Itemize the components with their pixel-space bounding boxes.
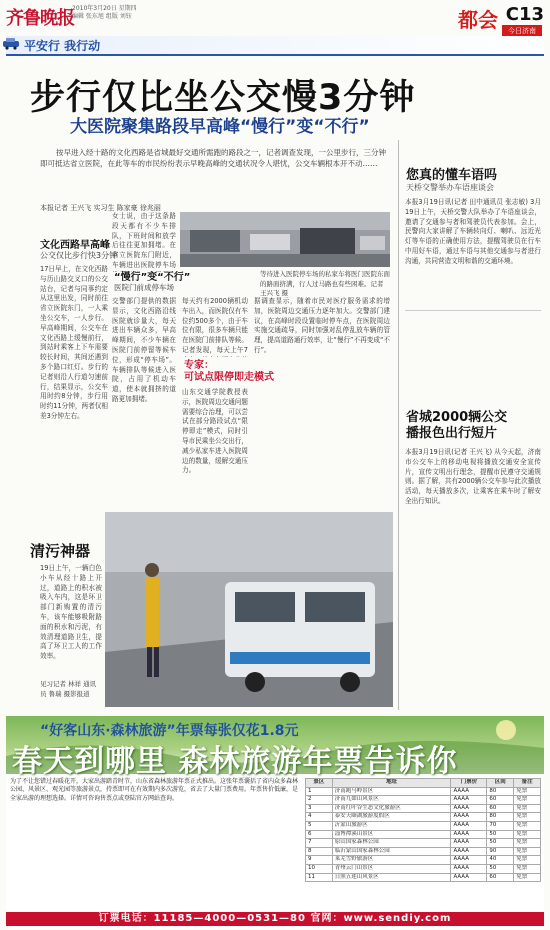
ad-table-cell: 1 xyxy=(306,787,333,796)
ad-table-row xyxy=(306,864,541,873)
newspaper-logo: 齐鲁晚报 xyxy=(6,8,74,29)
editor-line: 编辑 张东旭 组版 刘钰 xyxy=(72,13,132,20)
date-line: 2010年3月20日 星期四 xyxy=(72,5,137,12)
ad-table-cell: 免票 xyxy=(514,787,541,796)
cleaning-truck-photo xyxy=(105,512,393,707)
ad-table-cell: 济南跑马岭景区 xyxy=(332,787,451,796)
ad-table-cell: 50 xyxy=(487,830,514,839)
ad-table-cell: AAAA xyxy=(451,821,487,830)
ad-table xyxy=(305,778,541,882)
ad-table-cell: 沂蒙山旅游区 xyxy=(332,821,451,830)
ad-table-row xyxy=(306,821,541,830)
column-divider xyxy=(398,140,399,710)
ad-table-cell: 60 xyxy=(487,804,514,813)
ad-table-cell: 60 xyxy=(487,873,514,882)
section-name: 都会 xyxy=(458,8,498,32)
ad-table-cell: 5 xyxy=(306,821,333,830)
ad-table-header-cell: 景区 xyxy=(306,779,333,788)
ad-table-cell: 免票 xyxy=(514,864,541,873)
ad-table-cell: 免票 xyxy=(514,873,541,882)
ad-slogan: 春天到哪里 森林旅游年票告诉你 xyxy=(12,744,458,779)
ad-table-cell: 50 xyxy=(487,839,514,848)
ad-table-cell: AAAA xyxy=(451,830,487,839)
headline: 步行仅比坐公交慢3分钟 xyxy=(30,78,416,118)
ad-table-cell: 免票 xyxy=(514,804,541,813)
ad-table-cell: 40 xyxy=(487,856,514,865)
ad-table-cell: AAAA xyxy=(451,847,487,856)
sidebar-divider xyxy=(405,310,541,311)
ad-table-cell: 90 xyxy=(487,847,514,856)
subheadline: 大医院聚集路段早高峰“慢行”变“不行” xyxy=(70,117,370,137)
ad-table-body xyxy=(306,787,541,882)
photo-caption: 等待进入医院停车场的私家车将医门医院东面的路面挤满，行人过马路也有些困难。记者 王兴飞 摄 xyxy=(260,270,390,297)
ad-table-cell: 免票 xyxy=(514,796,541,805)
ad-table-header-cell: 地址 xyxy=(332,779,451,788)
ad-table-row xyxy=(306,787,541,796)
ad-table-cell: 3 xyxy=(306,804,333,813)
ad-table-cell: AAAA xyxy=(451,873,487,882)
column3-text: 每天约有2000辆机动车出入，而医院仅有车位约500多个，由于车位有限，很多车辆只能在医院门前排队等候。记者发现，每天上午7 xyxy=(182,297,248,354)
ad-table-cell: AAAA xyxy=(451,787,487,796)
ad-table-row xyxy=(306,813,541,822)
ad-table-cell: 70 xyxy=(487,821,514,830)
ad-table-row xyxy=(306,830,541,839)
ad-table-cell: AAAA xyxy=(451,804,487,813)
ad-table-cell: 免票 xyxy=(514,847,541,856)
ad-table-header-cell: 备注 xyxy=(514,779,541,788)
ad-table-cell: 日照五莲山风景区 xyxy=(332,873,451,882)
section2-title: “慢行”变“不行” xyxy=(114,272,191,283)
column4-text: 据调查显示，随着市民对医疗服务需求的增加，医院周边交通压力逐年加大。交警部门建议，在高峰时段设置临时停车点，在医院周边实施交通疏导，同时加强对乱停乱放车辆的管理，提高道路通行效率，让“慢行”不再变成“不行”。 xyxy=(254,297,390,354)
ad-table-cell: 4 xyxy=(306,813,333,822)
ad-table-cell: 免票 xyxy=(514,839,541,848)
masthead-date xyxy=(72,5,162,21)
column2b-text: 交警部门提供的数据显示，文化西路沿线医院就诊量大，每天进出车辆众多，早高峰期间，不少车辆在医院门前停留等候车位，形成“停车场”。车辆排队等候进入医院，占用了机动车道，使本就拥挤的道路更加拥堵。 xyxy=(112,297,176,403)
ad-table-cell: 80 xyxy=(487,787,514,796)
ad-table-header-cell: 区间 xyxy=(487,779,514,788)
column2-text: 女士说，由于这条路段天都有不少车排队，下班时间和放学后往往更加拥堵。在省立医院东门附近，车辆进出医院停车场 xyxy=(112,212,176,269)
ad-table-cell: 临沂蒙山国家森林公园 xyxy=(332,847,451,856)
ad-table-cell: 免票 xyxy=(514,830,541,839)
ad-table-cell: 莱芜雪野旅游区 xyxy=(332,856,451,865)
banner-title: 平安行 我行动 xyxy=(24,39,101,53)
ad-table-cell: 免票 xyxy=(514,856,541,865)
feature-title: 清污神器 xyxy=(30,542,91,560)
ad-table-cell: AAAA xyxy=(451,839,487,848)
ad-table-cell: 济南九如山风景区 xyxy=(332,796,451,805)
ad-table-cell: 青州云门山景区 xyxy=(332,864,451,873)
traffic-photo xyxy=(180,212,390,267)
sidebar-column-subtitle: 天桥交警举办车语座谈会 xyxy=(406,183,494,192)
ad-table-cell: 泰安天颐湖旅游度假区 xyxy=(332,813,451,822)
column1-text: 17日早上，在文化西路与历山路交叉口的公交站台，记者与同事约定从这里出发，同时前往省立医院东门，一人乘坐公交车，一人步行。早高峰期间，公交车在文化西路上缓慢前行，到站时乘客上下车需要较长时间，其间还遇到多个路口红灯。步行的记者则沿人行道匀速前行，结果显示，公交车用时约8分钟，步行用时约11分钟，两者仅相差3分钟左右。 xyxy=(40,265,108,420)
ad-table-cell: 2 xyxy=(306,796,333,805)
ad-title: “好客山东·森林旅游”年票每张仅花1.8元 xyxy=(40,723,299,739)
ad-table-cell: 济南红叶谷生态文化旅游区 xyxy=(332,804,451,813)
ad-table-cell: 9 xyxy=(306,856,333,865)
ad-table-cell: 60 xyxy=(487,796,514,805)
ad-table-row xyxy=(306,856,541,865)
sidebar-news-text: 本报3月19日讯(记者 王兴飞) 从今天起，济南市公交车上的移动电视将播放交通安全宣传片，宣传文明出行理念，提醒市民遵守交通规则。据了解，共有2000辆公交车参与此次播放活动，每天播放多次，让乘客在乘车时了解安全出行知识。 xyxy=(405,448,541,505)
ad-table-cell: AAAA xyxy=(451,864,487,873)
ad-table-cell: 原山国家森林公园 xyxy=(332,839,451,848)
section2-subtitle: 医院门前成停车场 xyxy=(114,283,174,292)
ad-table-cell: 11 xyxy=(306,873,333,882)
edition-label: 今日济南 xyxy=(502,25,542,37)
article-byline: 本报记者 王兴飞 实习生 陈家豪 徐兆丽 xyxy=(40,204,161,212)
column3b-text: 山东交通学院教授表示，医院周边交通问题需要综合治理，可以尝试在部分路段试点“限停即走”模式，同时引导市民乘坐公交出行，减少私家车进入医院周边的数量，缓解交通压力。 xyxy=(182,388,248,475)
page-number: C13 xyxy=(505,4,544,25)
section3-title: 专家： 可试点限停即走模式 xyxy=(184,360,274,383)
ad-table-cell: 免票 xyxy=(514,821,541,830)
ad-table-header xyxy=(306,779,541,788)
ad-table-row xyxy=(306,804,541,813)
ad-table-cell: 6 xyxy=(306,830,333,839)
ad-table-row xyxy=(306,873,541,882)
ad-table-cell: 淄博潭溪山景区 xyxy=(332,830,451,839)
ad-text: 为了不让您错过春暖花开，大家出游踏青时节，山东省森林旅游年票正式推出。这张年票囊括了省内众多森林公园、风景区、观光园等旅游景点，持票即可在有效期内多次游览，省去了大量门票费用。年票售价低廉，是全家出游的理想选择。详情可咨询售票点或登陆官方网站查询。 xyxy=(10,778,299,802)
ad-table-row xyxy=(306,839,541,848)
sidebar-news-title: 省城2000辆公交 播报色出行短片 xyxy=(406,410,508,441)
police-car-icon xyxy=(2,36,20,50)
ad-table-cell: 10 xyxy=(306,864,333,873)
feature-text: 19日上午，一辆白色小车从经十路上开过，道路上的积水被吸入车内，这是环卫部门新购置的清污车，该车能够吸附路面的积水和污泥，有效清理道路卫生，提高了环卫工人的工作效率。 xyxy=(40,564,102,661)
ad-table-row xyxy=(306,847,541,856)
sidebar-column-text: 本报3月19日讯(记者 田中通讯员 张志敏) 3月19日上午，天桥交警大队举办了车语座谈会，邀请了交通参与者和驾驶员代表参加。会上，民警向大家讲解了车辆转向灯、喇叭、远近光灯等车语的正确使用方法，提醒驾驶员在行车中用好车语，通过车语与其他交通参与者进行沟通，共同营造文明和谐的交通环境。 xyxy=(405,198,541,265)
ad-table-cell: AAAA xyxy=(451,813,487,822)
section1-subtitle: 公交仅比步行快3分钟 xyxy=(40,251,118,260)
article-lead: 按早进入经十路的文化西路是省城最好交通所需跑的路段之一，记者调查发现，一公里步行，三分钟即可抵达省立医院，在此等车的市民纷纷表示早晚高峰的交通状况令人堪忧，公交车辆根本开不动…… xyxy=(40,148,386,168)
ad-table-cell: 免票 xyxy=(514,813,541,822)
ad-table-header-cell: 门票价 xyxy=(451,779,487,788)
ad-table-cell: 8 xyxy=(306,847,333,856)
sidebar-column-title: 您真的懂车语吗 xyxy=(406,168,498,183)
ad-table-cell: AAAA xyxy=(451,856,487,865)
section1-title: 文化西路早高峰 xyxy=(40,240,110,251)
feature-credit: 见习记者 林祥 通讯员 鲁瑞 摄影报道 xyxy=(40,680,97,698)
ad-table-cell: 80 xyxy=(487,813,514,822)
ad-table-cell: 50 xyxy=(487,864,514,873)
ad-table-cell: 7 xyxy=(306,839,333,848)
ad-contact-footer: 订票电话：11185—4000—0531—80 官网：www.sendiy.com xyxy=(6,912,544,926)
ad-table-cell: AAAA xyxy=(451,796,487,805)
ad-table-row xyxy=(306,796,541,805)
